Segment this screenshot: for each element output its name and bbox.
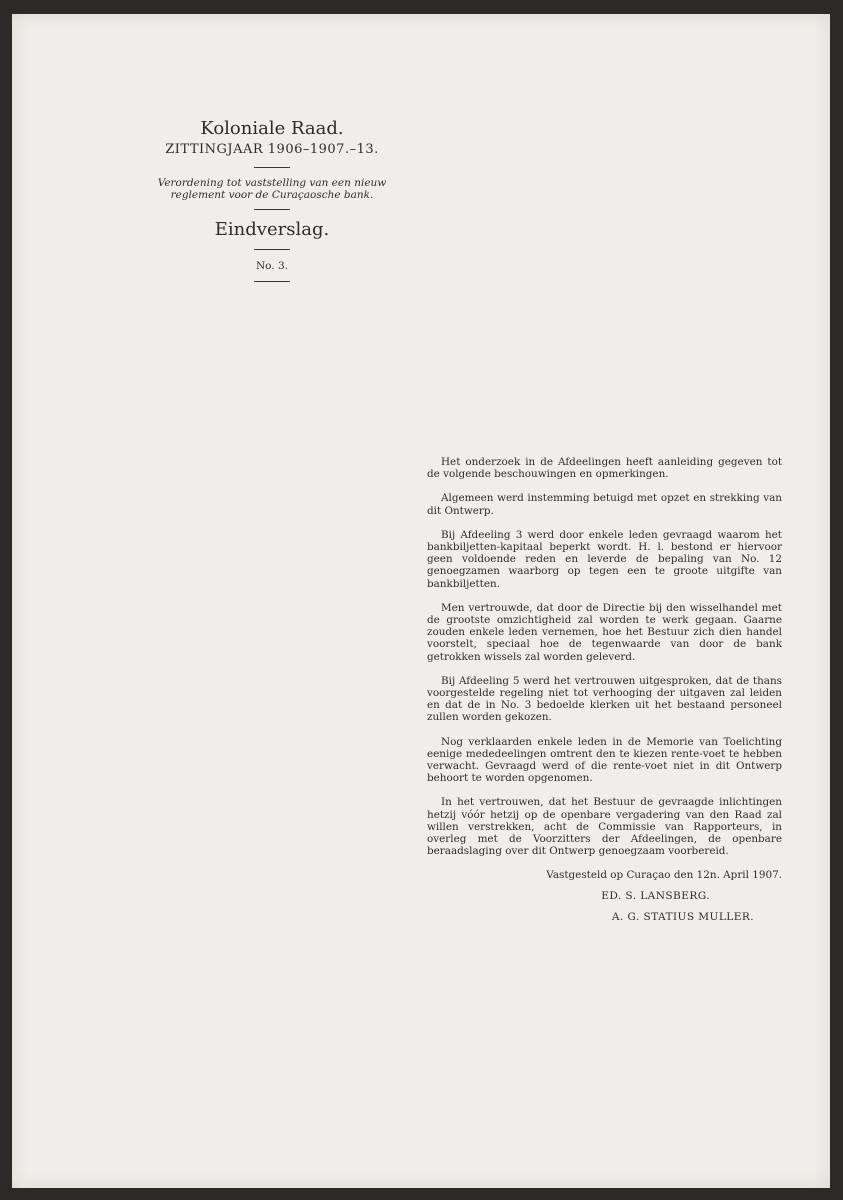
paragraph-7: In het vertrouwen, dat het Bestuur de gevraagde inlichtingen hetzij vóór hetzij op de openbare vergadering van den Raad zal willen verstrekken, acht de Commissie van Rapporteurs, in overleg met de Voorzitters der Afdeelingen, de openbare beraadslaging over dit Ontwerp genoegzaam voorbereid.	[427, 796, 782, 858]
signatory-1: ED. S. LANSBERG.	[601, 889, 710, 902]
session-year: ZITTINGJAAR 1906–1907.–13.	[165, 142, 379, 157]
paragraph-5: Bij Afdeeling 5 werd het vertrouwen uitgesproken, dat de thans voorgestelde regeling niet tot verhooging der uitgaven zal leiden en dat de in No. 3 bedoelde klerken uit het bestaand personeel zullen worden gekozen.	[427, 674, 782, 724]
report-title: Eindverslag.	[214, 219, 330, 240]
closing-date-line: Vastgesteld op Curaçao den 12n. April 1907.	[546, 869, 782, 882]
document-heading	[127, 118, 417, 291]
council-name: Koloniale Raad.	[200, 118, 344, 139]
number-divider	[254, 281, 290, 282]
document-page	[12, 14, 830, 1188]
heading-divider	[254, 167, 290, 168]
paragraph-3: Bij Afdeeling 3 werd door enkele leden gevraagd waarom het bankbiljetten-kapitaal beperkt wordt. H. l. bestond er hiervoor geen voldoende reden en leverde de bepaling van No. 12 genoegzamen waarborg op tegen een te groote uitgifte van bankbiljetten.	[427, 528, 782, 590]
subject-line-2: reglement voor de Curaçaosche bank.	[170, 189, 374, 201]
signatory-2: A. G. STATIUS MULLER.	[611, 910, 754, 923]
title-divider	[254, 249, 290, 250]
subject-line-1: Verordening tot vaststelling van een nieuw	[157, 177, 387, 189]
document-number: No. 3.	[255, 260, 289, 272]
subject-divider	[254, 209, 290, 210]
paragraph-4: Men vertrouwde, dat door de Directie bij den wisselhandel met de grootste omzichtigheid zal worden te werk gegaan. Gaarne zouden enkele leden vernemen, hoe het Bestuur zich dien handel voorstelt, speciaal hoe de tegenwaarde van door de bank getrokken wissels zal worden geleverd.	[427, 601, 782, 663]
paragraph-6: Nog verklaarden enkele leden in de Memorie van Toelichting eenige mededeelingen omtrent den te kiezen rente-voet te hebben verwacht. Gevraagd werd of die rente-voet niet in dit Ontwerp behoort te worden opgenomen.	[427, 735, 782, 785]
paragraph-1: Het onderzoek in de Afdeelingen heeft aanleiding gegeven tot de volgende beschouwingen en opmerkingen.	[427, 456, 782, 481]
paragraph-2: Algemeen werd instemming betuigd met opzet en strekking van dit Ontwerp.	[427, 492, 782, 517]
report-body	[427, 456, 782, 932]
